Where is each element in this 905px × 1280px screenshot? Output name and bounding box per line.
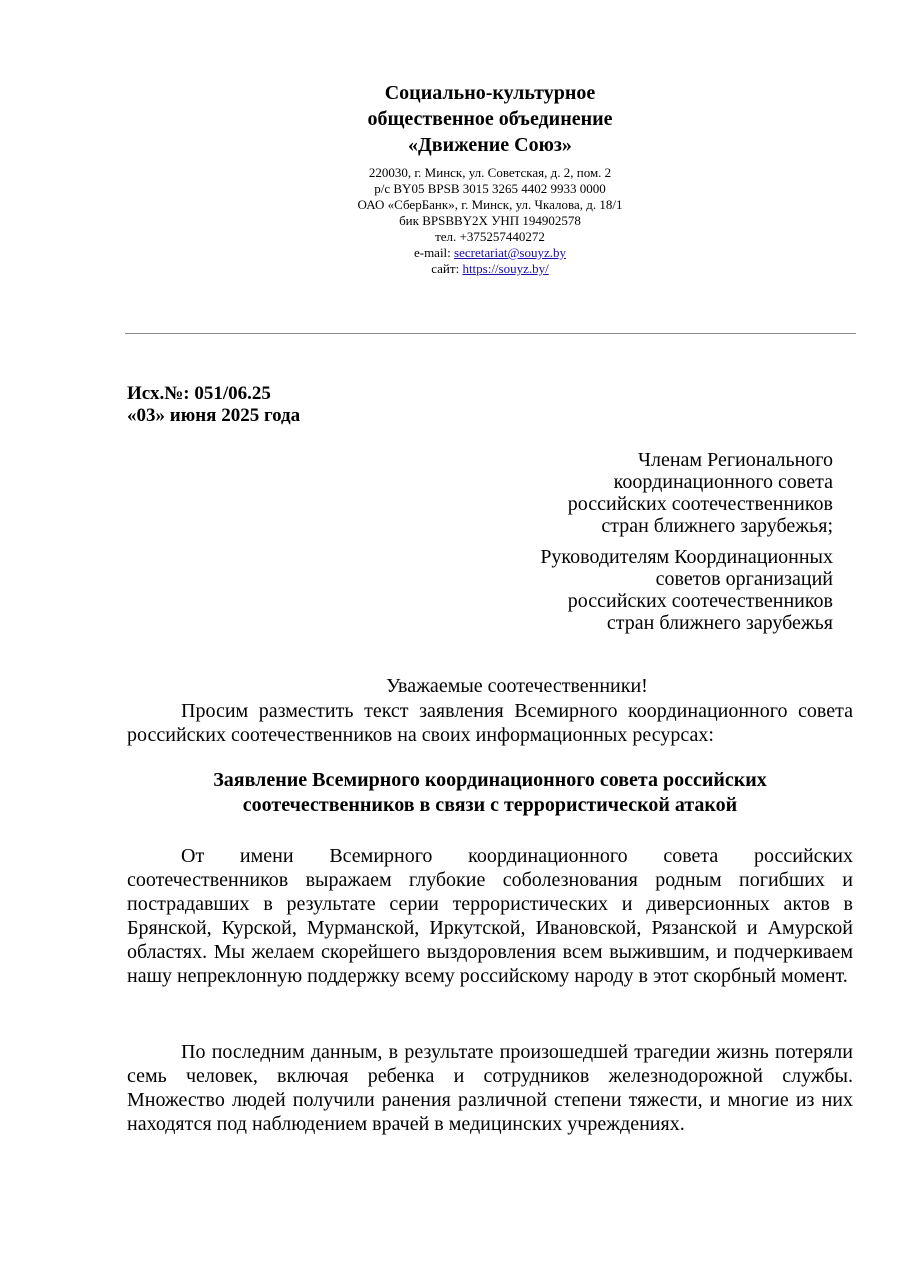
addressee-line: стран ближнего зарубежья xyxy=(606,612,833,634)
condolence-paragraph: От имени Всемирного координационного совета российских соотечественников выражаем глубокие соболезнования родным погибших и пострадавших в результате серии террористических и диверсионных актов в Брянской, Курской, Мурманской, Иркутской, Ивановской, Рязанской и Амурской областях. Мы желаем скорейшего выздоровления всем выжившим, и подчеркиваем нашу непреклонную поддержку всему российскому народу в этот скорбный момент. xyxy=(127,845,853,987)
greeting: Уважаемые соотечественники! xyxy=(386,675,648,697)
site-line xyxy=(290,261,690,277)
addressee-line: советов организаций xyxy=(655,568,833,590)
statement-title xyxy=(127,768,853,818)
outgoing-reference xyxy=(127,383,300,427)
email-label: e-mail: xyxy=(413,245,451,260)
addressee-line: Членам Регионального xyxy=(638,449,833,471)
header-divider xyxy=(125,333,856,334)
addressee-line: российских соотечественников xyxy=(567,493,833,515)
bank-codes-line: бик BPSBBY2X УНП 194902578 xyxy=(399,213,581,228)
addressee-block-regional xyxy=(540,449,833,537)
outgoing-number: Исх.№: 051/06.25 xyxy=(127,383,271,404)
org-name-line: Социально-культурное xyxy=(384,82,596,104)
site-label: сайт: xyxy=(431,261,460,276)
org-name-line: общественное объединение xyxy=(367,108,613,130)
organization-contacts xyxy=(290,165,690,277)
email-line xyxy=(290,245,690,261)
org-name-line: «Движение Союз» xyxy=(408,134,572,156)
addressees xyxy=(540,449,833,643)
phone-line: тел. +375257440272 xyxy=(435,229,545,244)
outgoing-date: «03» июня 2025 года xyxy=(127,405,301,426)
address-line: 220030, г. Минск, ул. Советская, д. 2, пом. 2 xyxy=(368,165,612,180)
addressee-line: координационного совета xyxy=(613,471,833,493)
addressee-line: российских соотечественников xyxy=(567,590,833,612)
bank-account-line: р/с BY05 BPSB 3015 3265 4402 9933 0000 xyxy=(374,181,606,196)
organization-name xyxy=(290,80,690,158)
addressee-line: Руководителям Координационных xyxy=(540,546,833,568)
addressee-line: стран ближнего зарубежья; xyxy=(601,515,833,537)
email-link[interactable]: secretariat@souyz.by xyxy=(454,245,567,260)
statement-title-line: Заявление Всемирного координационного совета российских xyxy=(213,769,767,791)
bank-name-line: ОАО «СберБанк», г. Минск, ул. Чкалова, д. 18/1 xyxy=(357,197,623,212)
addressee-block-coordination xyxy=(540,546,833,634)
request-paragraph: Просим разместить текст заявления Всемирного координационного совета российских соотечественников на своих информационных ресурсах: xyxy=(127,700,853,746)
statement-title-line: соотечественников в связи с террористической атакой xyxy=(242,794,738,816)
site-link[interactable]: https://souyz.by/ xyxy=(462,261,549,276)
casualties-paragraph: По последним данным, в результате произошедшей трагедии жизнь потеряли семь человек, включая ребенка и сотрудников железнодорожной службы. Множество людей получили ранения различной степени тяжести, и многие из них находятся под наблюдением врачей в медицинских учреждениях. xyxy=(127,1041,853,1135)
